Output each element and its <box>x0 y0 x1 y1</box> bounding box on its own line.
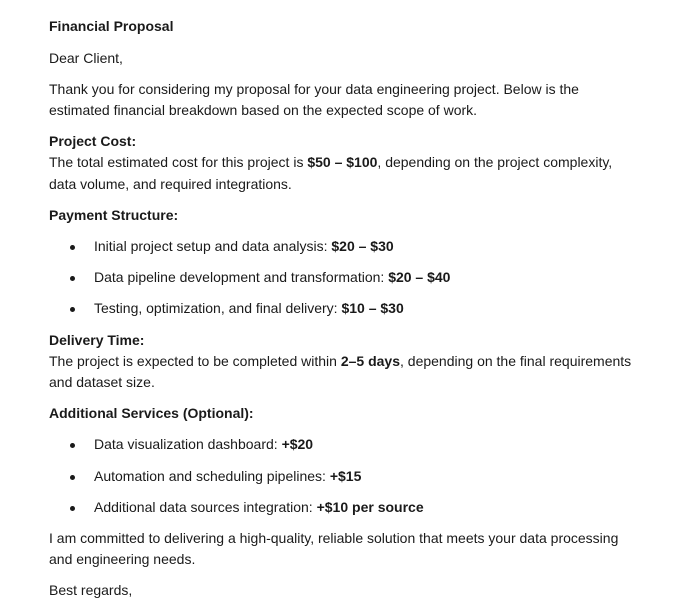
payment-item-amount: $20 – $40 <box>388 269 451 285</box>
additional-services-heading: Additional Services (Optional): <box>49 405 254 421</box>
delivery-time-line-1 <box>49 353 631 369</box>
payment-item-text <box>94 269 450 285</box>
delivery-time-heading: Delivery Time: <box>49 332 145 348</box>
payment-item-amount: $20 – $30 <box>331 238 394 254</box>
payment-item-amount: $10 – $30 <box>341 300 404 316</box>
closing-line-1: I am committed to delivering a high-quality, reliable solution that meets your data processing <box>49 530 619 546</box>
project-cost-text-post: , depending on the project complexity, <box>377 154 613 170</box>
bullet-icon <box>70 245 75 250</box>
payment-structure-heading: Payment Structure: <box>49 207 179 223</box>
service-item-label: Automation and scheduling pipelines: <box>94 468 330 484</box>
delivery-text-pre: The project is expected to be completed within <box>49 353 341 369</box>
project-cost-line-1 <box>49 154 612 170</box>
payment-item-text <box>94 300 404 316</box>
service-item-label: Data visualization dashboard: <box>94 436 282 452</box>
payment-item-label: Testing, optimization, and final delivery: <box>94 300 342 316</box>
payment-item-label: Initial project setup and data analysis: <box>94 238 332 254</box>
intro-line-1: Thank you for considering my proposal for your data engineering project. Below is the <box>49 81 579 97</box>
bullet-icon <box>70 506 75 511</box>
service-item-label: Additional data sources integration: <box>94 499 317 515</box>
payment-item-text <box>94 238 394 254</box>
service-item-price: +$15 <box>329 468 362 484</box>
service-item-text <box>94 436 313 452</box>
project-cost-text-pre: The total estimated cost for this project is <box>49 154 308 170</box>
delivery-time-line-2: and dataset size. <box>49 374 155 390</box>
bullet-icon <box>70 276 75 281</box>
closing-line-2: and engineering needs. <box>49 551 196 567</box>
service-item-price: +$10 per source <box>316 499 424 515</box>
bullet-icon <box>70 307 75 312</box>
bullet-icon <box>70 443 75 448</box>
payment-item-label: Data pipeline development and transformation: <box>94 269 389 285</box>
bullet-icon <box>70 475 75 480</box>
intro-line-2: estimated financial breakdown based on the expected scope of work. <box>49 102 478 118</box>
greeting: Dear Client, <box>49 50 123 66</box>
delivery-text-post: , depending on the final requirements <box>400 353 632 369</box>
service-item-text <box>94 499 424 515</box>
project-cost-line-2: data volume, and required integrations. <box>49 176 292 192</box>
signoff: Best regards, <box>49 582 133 598</box>
delivery-days: 2–5 days <box>340 353 400 369</box>
project-cost-heading: Project Cost: <box>49 133 137 149</box>
project-cost-amount: $50 – $100 <box>307 154 378 170</box>
document-title: Financial Proposal <box>49 18 174 34</box>
service-item-text <box>94 468 361 484</box>
service-item-price: +$20 <box>281 436 314 452</box>
